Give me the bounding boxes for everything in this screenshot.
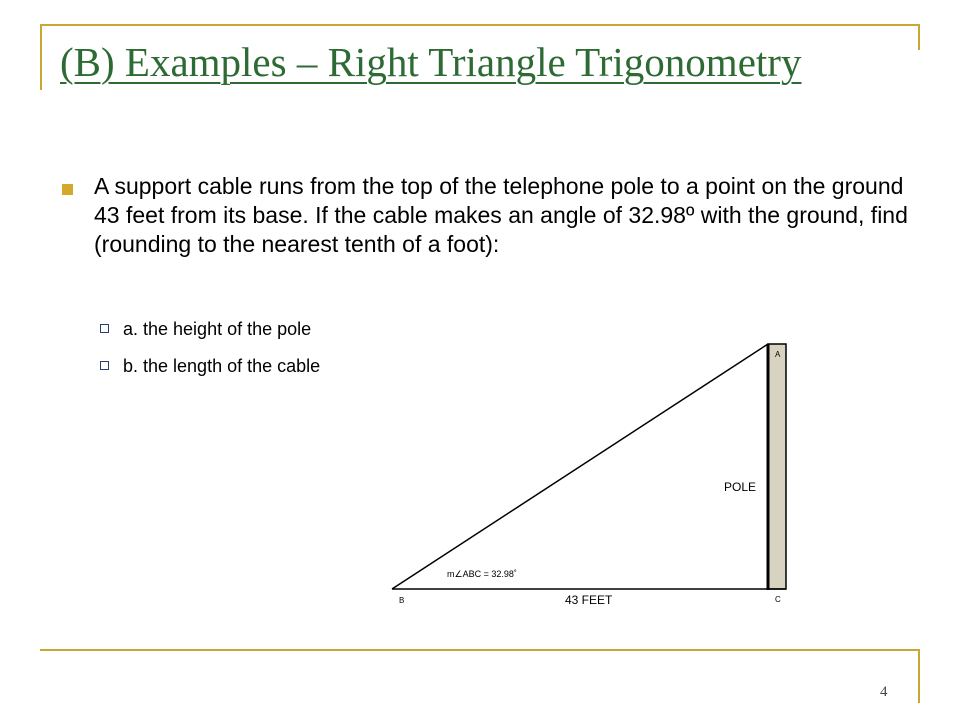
cable-line	[392, 344, 768, 589]
slide-title: (B) Examples – Right Triangle Trigonometry	[60, 39, 802, 85]
angle-label: m∠ABC = 32.98˚	[447, 569, 517, 579]
vertex-a-label: A	[775, 350, 781, 359]
base-label: 43 FEET	[565, 593, 613, 607]
vertex-c-label: C	[775, 595, 781, 604]
pole	[768, 344, 786, 589]
problem-text: A support cable runs from the top of the telephone pole to a point on the ground 43 feet from its base. If the cable makes an angle of 32.98º with the ground, find (rounding to the nearest tenth of a foot):	[94, 173, 908, 257]
page-number: 4	[880, 684, 888, 700]
pole-label: POLE	[724, 480, 757, 494]
vertex-b-label: B	[399, 596, 405, 605]
sub-item-label: b. the length of the cable	[123, 356, 321, 376]
sub-item-label: a. the height of the pole	[123, 319, 312, 339]
